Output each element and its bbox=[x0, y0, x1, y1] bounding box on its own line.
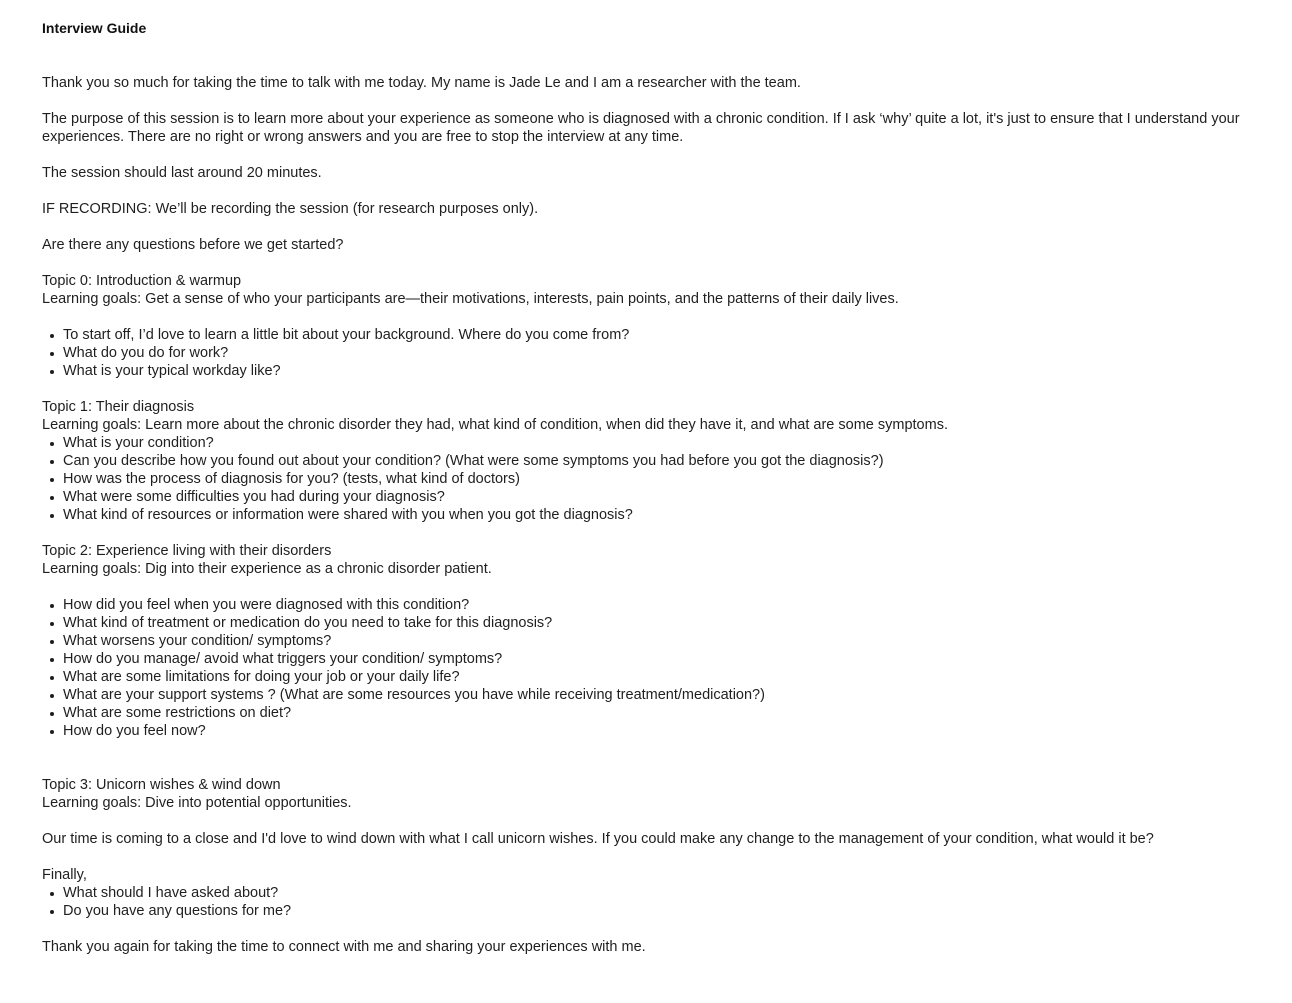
list-item: What are some limitations for doing your job or your daily life? bbox=[63, 668, 1262, 686]
intro-purpose: The purpose of this session is to learn more about your experience as someone who is diagnosed with a chronic condition. If I ask ‘why’ quite a lot, it's just to ensure that I understand your experiences. There are no right or wrong answers and you are free to stop the interview at any time. bbox=[42, 111, 1240, 145]
list-item: What is your typical workday like? bbox=[63, 362, 1262, 380]
list-item: What kind of treatment or medication do you need to take for this diagnosis? bbox=[63, 614, 1262, 632]
topic-2-section bbox=[42, 542, 1262, 740]
list-item: What were some difficulties you had during your diagnosis? bbox=[63, 488, 1262, 506]
list-item: What is your condition? bbox=[63, 434, 1262, 452]
intro-duration: The session should last around 20 minutes. bbox=[42, 165, 322, 181]
question-list bbox=[42, 884, 1262, 920]
topic-goals: Learning goals: Learn more about the chronic disorder they had, what kind of condition, when did they have it, and what are some symptoms. bbox=[42, 417, 948, 433]
topic-heading: Topic 3: Unicorn wishes & wind down bbox=[42, 777, 281, 793]
list-item: What should I have asked about? bbox=[63, 884, 1262, 902]
document-title: Interview Guide bbox=[42, 20, 147, 36]
question-list bbox=[42, 434, 1262, 524]
topic-goals: Learning goals: Dive into potential opportunities. bbox=[42, 795, 352, 811]
list-item: How did you feel when you were diagnosed with this condition? bbox=[63, 596, 1262, 614]
finally-label: Finally, bbox=[42, 867, 87, 883]
list-item: How do you manage/ avoid what triggers your condition/ symptoms? bbox=[63, 650, 1262, 668]
topic-heading: Topic 2: Experience living with their disorders bbox=[42, 543, 332, 559]
question-list bbox=[42, 326, 1262, 380]
list-item: What do you do for work? bbox=[63, 344, 1262, 362]
topic-goals: Learning goals: Dig into their experience as a chronic disorder patient. bbox=[42, 561, 492, 577]
list-item: Can you describe how you found out about your condition? (What were some symptoms you had before you got the diagnosis?) bbox=[63, 452, 1262, 470]
intro-questions: Are there any questions before we get started? bbox=[42, 237, 344, 253]
topic-0-section bbox=[42, 272, 1262, 380]
list-item: Do you have any questions for me? bbox=[63, 902, 1262, 920]
closing-text: Thank you again for taking the time to connect with me and sharing your experiences with me. bbox=[42, 939, 646, 955]
topic-3-section bbox=[42, 776, 1262, 920]
list-item: How do you feel now? bbox=[63, 722, 1262, 740]
document bbox=[42, 19, 1262, 956]
topic-heading: Topic 1: Their diagnosis bbox=[42, 399, 195, 415]
list-item: What kind of resources or information were shared with you when you got the diagnosis? bbox=[63, 506, 1262, 524]
unicorn-wish-prompt: Our time is coming to a close and I'd love to wind down with what I call unicorn wishes. If you could make any change to the management of your condition, what would it be? bbox=[42, 831, 1154, 847]
topic-heading: Topic 0: Introduction & warmup bbox=[42, 273, 242, 289]
list-item: What worsens your condition/ symptoms? bbox=[63, 632, 1262, 650]
topic-goals: Learning goals: Get a sense of who your participants are—their motivations, interests, pain points, and the patterns of their daily lives. bbox=[42, 291, 899, 307]
list-item: To start off, I’d love to learn a little bit about your background. Where do you come from? bbox=[63, 326, 1262, 344]
intro-thanks: Thank you so much for taking the time to talk with me today. My name is Jade Le and I am a researcher with the team. bbox=[42, 75, 801, 91]
question-list bbox=[42, 596, 1262, 740]
intro-recording: IF RECORDING: We’ll be recording the session (for research purposes only). bbox=[42, 201, 539, 217]
list-item: What are your support systems ? (What are some resources you have while receiving treatment/medication?) bbox=[63, 686, 1262, 704]
list-item: How was the process of diagnosis for you? (tests, what kind of doctors) bbox=[63, 470, 1262, 488]
list-item: What are some restrictions on diet? bbox=[63, 704, 1262, 722]
topic-1-section bbox=[42, 398, 1262, 524]
